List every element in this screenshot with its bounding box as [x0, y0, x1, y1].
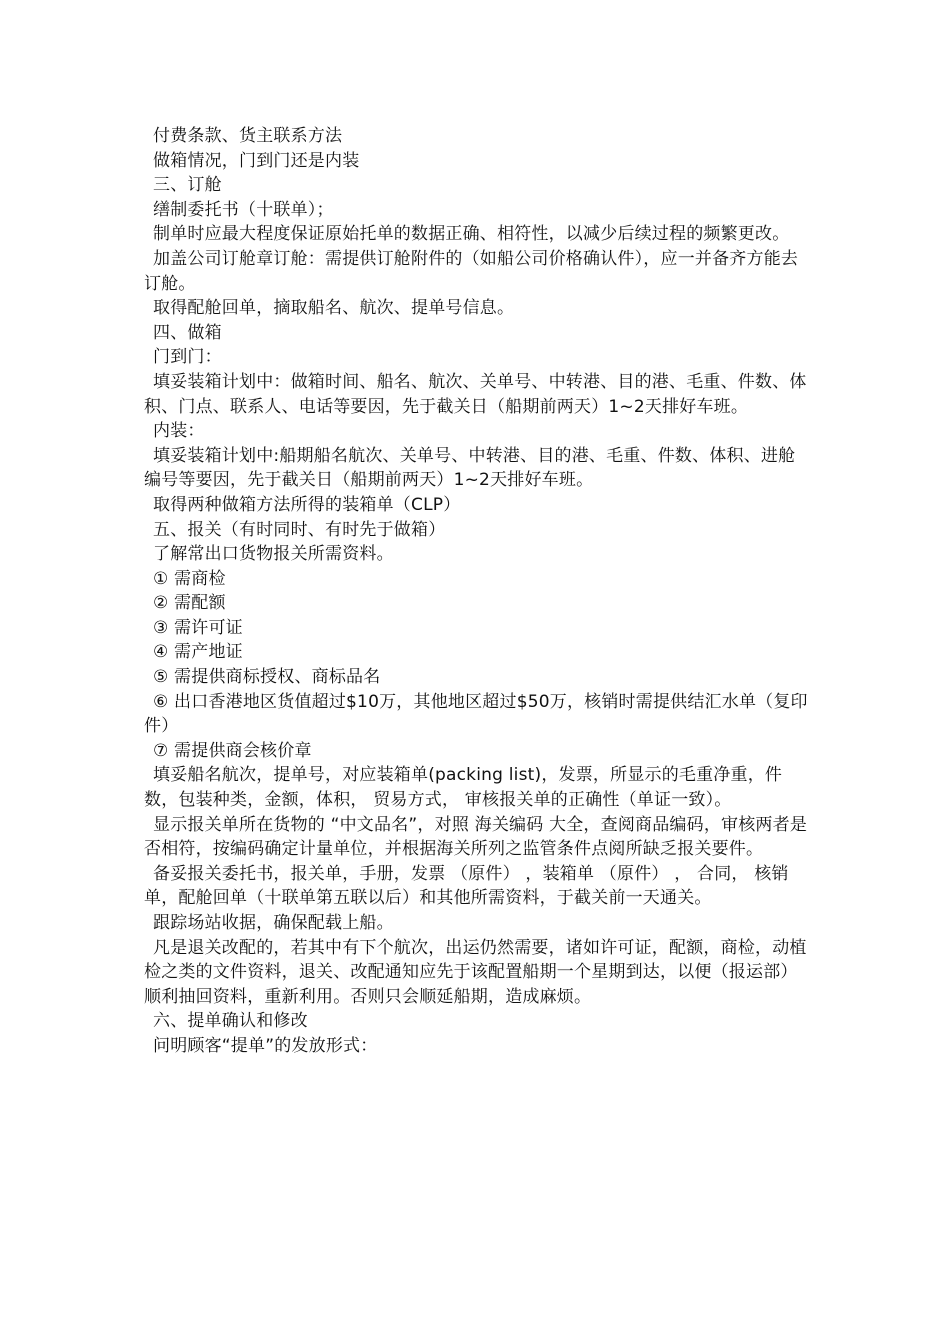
paragraph: 填妥船名航次，提单号，对应装箱单(packing list)，发票，所显示的毛重净重，件数，包装种类，金额，体积， 贸易方式， 审核报关单的正确性（单证一致）。 — [144, 765, 783, 811]
list-item: ② 需配额 — [153, 593, 226, 614]
paragraph: 凡是退关改配的，若其中有下个航次，出运仍然需要，诸如许可证，配额，商检，动植检之类的文件资料，退关、改配通知应先于该配置船期一个星期到达，以便（报运部）顺利抽回资料，重新利用。否则只会顺延船期，造成麻烦。 — [144, 937, 807, 1007]
list-item: ⑥ 出口香港地区货值超过$10万，其他地区超过$50万，核销时需提供结汇水单（复印件） — [144, 691, 808, 737]
paragraph: 问明顾客“提单”的发放形式： — [153, 1035, 378, 1056]
paragraph: 填妥装箱计划中：做箱时间、船名、航次、关单号、中转港、目的港、毛重、件数、体积、门点、联系人、电话等要因，先于截关日（船期前两天）1~2天排好车班。 — [144, 371, 807, 417]
paragraph: 付费条款、货主联系方法 — [153, 126, 343, 146]
paragraph: 加盖公司订舱章订舱：需提供订舱附件的（如船公司价格确认件），应一并备齐方能去订舱。 — [144, 248, 799, 294]
paragraph: 制单时应最大程度保证原始托单的数据正确、相符性，以减少后续过程的频繁更改。 — [153, 224, 790, 245]
section-heading: 六、提单确认和修改 — [153, 1011, 308, 1032]
list-item: ⑤ 需提供商标授权、商标品名 — [153, 667, 381, 688]
section-heading: 三、订舱 — [153, 175, 222, 196]
paragraph: 取得配舱回单，摘取船名、航次、提单号信息。 — [153, 298, 515, 319]
paragraph: 做箱情况，门到门还是内装 — [153, 150, 360, 171]
document-body — [144, 124, 808, 1059]
paragraph: 缮制委托书（十联单）； — [153, 199, 334, 220]
list-item: ④ 需产地证 — [153, 642, 243, 663]
list-item: ③ 需许可证 — [153, 617, 243, 638]
paragraph: 填妥装箱计划中:船期船名航次、关单号、中转港、目的港、毛重、件数、体积、进舱编号等要因，先于截关日（船期前两天）1~2天排好车班。 — [144, 445, 796, 491]
paragraph: 备妥报关委托书，报关单，手册，发票 （原件） ，装箱单 （原件） ， 合同， 核销单，配舱回单（十联单第五联以后）和其他所需资料，于截关前一天通关。 — [144, 863, 789, 909]
list-item: ⑦ 需提供商会核价章 — [153, 740, 312, 761]
paragraph: 了解常出口货物报关所需资料。 — [153, 544, 394, 565]
paragraph: 显示报关单所在货物的 “中文品名”，对照 海关编码 大全，查阅商品编码，审核两者是否相符，按编码确定计量单位，并根据海关所列之监管条件点阅所缺乏报关要件。 — [144, 814, 808, 860]
list-item: ① 需商检 — [153, 568, 226, 589]
paragraph: 门到门： — [153, 347, 222, 368]
section-heading: 五、报关（有时同时、有时先于做箱） — [153, 519, 446, 540]
paragraph: 内装： — [153, 421, 205, 442]
paragraph: 取得两种做箱方法所得的装箱单（CLP） — [153, 494, 461, 515]
section-heading: 四、做箱 — [153, 322, 222, 343]
paragraph: 跟踪场站收据，确保配载上船。 — [153, 913, 394, 933]
